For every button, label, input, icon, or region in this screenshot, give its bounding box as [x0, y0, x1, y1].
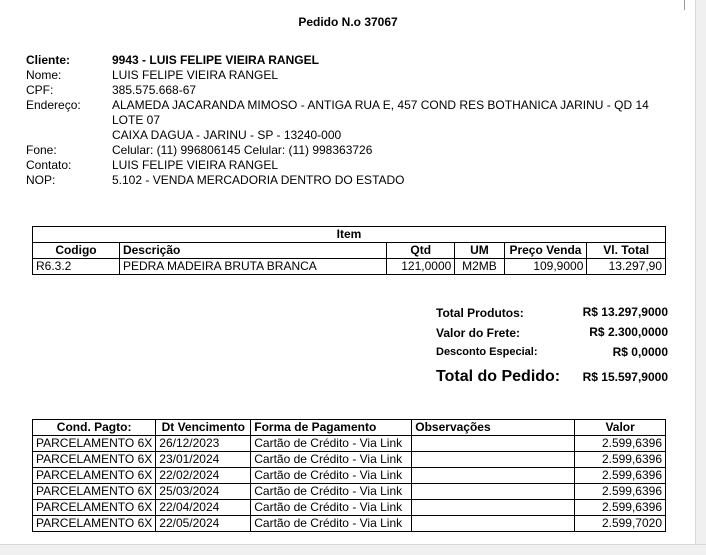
desconto-value: R$ 0,0000 [612, 345, 668, 359]
total-pedido-row [436, 364, 668, 388]
cell-forma: Cartão de Crédito - Via Link [251, 500, 412, 516]
col-valor: Valor [575, 420, 666, 436]
col-forma-pagamento: Forma de Pagamento [251, 420, 412, 436]
col-dt-vencimento: Dt Vencimento [156, 420, 251, 436]
cell-obs [412, 516, 575, 532]
cell-cond: PARCELAMENTO 6X [33, 484, 156, 500]
col-cond-pagto: Cond. Pagto: [33, 420, 156, 436]
cell-codigo: R6.3.2 [33, 259, 120, 275]
phone-value: Celular: (11) 996806145 Celular: (11) 998363726 [112, 143, 373, 157]
cell-forma: Cartão de Crédito - Via Link [251, 468, 412, 484]
total-produtos-row [436, 304, 668, 324]
phone-label: Fone: [26, 143, 57, 157]
horizontal-scrollbar[interactable] [0, 544, 706, 555]
cell-obs [412, 452, 575, 468]
cell-valor: 2.599,6396 [575, 500, 666, 516]
cell-venc: 22/05/2024 [156, 516, 251, 532]
cell-cond: PARCELAMENTO 6X [33, 500, 156, 516]
frete-row [436, 324, 668, 344]
cell-forma: Cartão de Crédito - Via Link [251, 516, 412, 532]
cell-forma: Cartão de Crédito - Via Link [251, 436, 412, 452]
items-caption-row [33, 227, 666, 243]
address-line-1: ALAMEDA JACARANDA MIMOSO - ANTIGA RUA E, 457 COND RES BOTHANICA JARINU - QD 14 [112, 98, 649, 112]
cell-vl-total: 13.297,90 [587, 259, 666, 275]
nop-label: NOP: [26, 173, 56, 187]
payments-table [32, 419, 666, 532]
cell-valor: 2.599,6396 [575, 484, 666, 500]
address-label: Endereço: [26, 98, 81, 112]
col-preco: Preço Venda [504, 243, 587, 259]
name-value: LUIS FELIPE VIEIRA RANGEL [112, 68, 279, 82]
page-title: Pedido N.o 37067 [298, 15, 398, 29]
col-descricao: Descrição [119, 243, 386, 259]
cell-obs [412, 484, 575, 500]
total-pedido-label: Total do Pedido: [436, 368, 561, 385]
col-um: UM [455, 243, 504, 259]
items-caption: Item [33, 227, 666, 243]
table-row [33, 259, 666, 275]
vertical-scrollbar[interactable] [695, 0, 706, 555]
frete-value: R$ 2.300,0000 [589, 325, 668, 339]
cell-cond: PARCELAMENTO 6X [33, 516, 156, 532]
name-label: Nome: [26, 68, 62, 82]
cell-cond: PARCELAMENTO 6X [33, 436, 156, 452]
frete-label: Valor do Frete: [436, 326, 521, 340]
cell-obs [412, 468, 575, 484]
cell-preco: 109,9000 [504, 259, 587, 275]
items-table [32, 226, 666, 275]
nop-value: 5.102 - VENDA MERCADORIA DENTRO DO ESTADO [112, 173, 405, 187]
cell-obs [412, 436, 575, 452]
client-label: Cliente: [26, 53, 71, 67]
totals-block [436, 304, 668, 388]
table-row [33, 452, 666, 468]
desconto-label: Desconto Especial: [436, 346, 538, 358]
page-edge-marker [684, 0, 685, 10]
total-pedido-value: R$ 15.597,9000 [582, 370, 668, 384]
col-qtd: Qtd [387, 243, 455, 259]
cell-forma: Cartão de Crédito - Via Link [251, 452, 412, 468]
cell-descricao: PEDRA MADEIRA BRUTA BRANCA [119, 259, 386, 275]
cpf-label: CPF: [26, 83, 54, 97]
table-row [33, 484, 666, 500]
cell-um: M2MB [455, 259, 504, 275]
table-row [33, 468, 666, 484]
cell-venc: 26/12/2023 [156, 436, 251, 452]
cell-venc: 25/03/2024 [156, 484, 251, 500]
cell-valor: 2.599,6396 [575, 452, 666, 468]
cell-forma: Cartão de Crédito - Via Link [251, 484, 412, 500]
contact-value: LUIS FELIPE VIEIRA RANGEL [112, 158, 279, 172]
cell-venc: 22/02/2024 [156, 468, 251, 484]
cell-valor: 2.599,6396 [575, 468, 666, 484]
cell-venc: 22/04/2024 [156, 500, 251, 516]
items-header-row [33, 243, 666, 259]
table-row [33, 516, 666, 532]
col-vl-total: Vl. Total [587, 243, 666, 259]
cell-qtd: 121,0000 [387, 259, 455, 275]
cell-obs [412, 500, 575, 516]
cpf-value: 385.575.668-67 [112, 83, 197, 97]
cell-cond: PARCELAMENTO 6X [33, 468, 156, 484]
cell-valor: 2.599,6396 [575, 436, 666, 452]
contact-label: Contato: [26, 158, 72, 172]
total-produtos-label: Total Produtos: [436, 306, 524, 320]
cell-cond: PARCELAMENTO 6X [33, 452, 156, 468]
cell-valor: 2.599,7020 [575, 516, 666, 532]
total-produtos-value: R$ 13.297,9000 [582, 305, 668, 319]
client-value: 9943 - LUIS FELIPE VIEIRA RANGEL [112, 53, 319, 67]
address-line-3: CAIXA DAGUA - JARINU - SP - 13240-000 [112, 128, 342, 142]
desconto-row [436, 344, 668, 364]
col-codigo: Codigo [33, 243, 120, 259]
table-row [33, 500, 666, 516]
address-line-2: LOTE 07 [112, 113, 161, 127]
cell-venc: 23/01/2024 [156, 452, 251, 468]
table-row [33, 436, 666, 452]
payments-header-row [33, 420, 666, 436]
col-observacoes: Observações [412, 420, 575, 436]
